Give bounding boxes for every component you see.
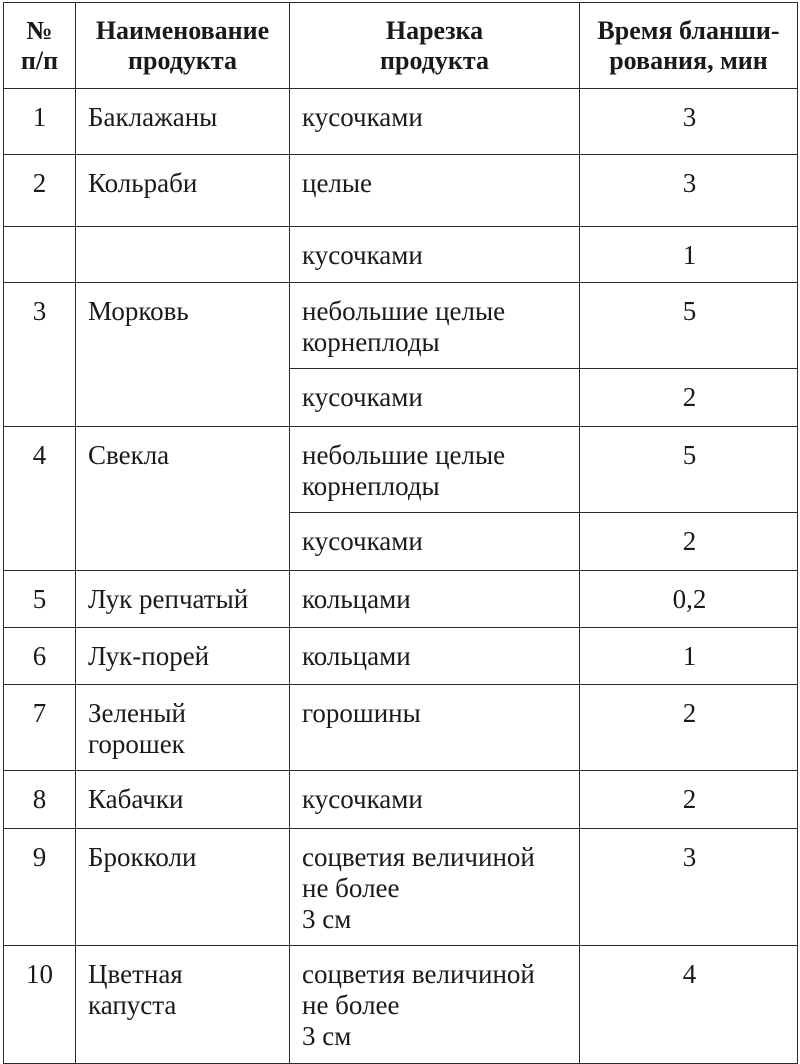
row-time: 4: [580, 946, 798, 1064]
row-cut: [290, 771, 580, 829]
row-cut-line: кусочками: [302, 784, 423, 814]
row-name: [76, 513, 290, 571]
row-num: [4, 369, 76, 427]
table-row: [4, 155, 798, 227]
table-row: [4, 628, 798, 685]
row-time: 3: [580, 89, 798, 155]
row-time: 5: [580, 283, 798, 369]
row-cut-line: небольшие целые: [302, 296, 506, 326]
row-cut-line: 3 см: [302, 904, 352, 934]
row-cut: [290, 227, 580, 283]
row-cut-line: 3 см: [302, 1021, 352, 1051]
table-row: [4, 829, 798, 946]
row-num: 9: [4, 829, 76, 946]
row-name-line: Кабачки: [88, 784, 184, 814]
row-time: 2: [580, 771, 798, 829]
row-time: 5: [580, 427, 798, 513]
row-name: [76, 227, 290, 283]
table-row: [4, 946, 798, 1064]
header-name: [76, 3, 290, 89]
row-cut-line: небольшие целые: [302, 440, 506, 470]
header-cut-line: Нарезка: [385, 15, 484, 45]
row-num: 10: [4, 946, 76, 1064]
row-cut-line: соцветия величиной: [302, 842, 535, 872]
row-cut: [290, 829, 580, 946]
table-row: [4, 513, 798, 571]
row-name: [76, 771, 290, 829]
row-name-line: Морковь: [88, 296, 189, 326]
table-row: [4, 369, 798, 427]
row-num: 1: [4, 89, 76, 155]
row-name-line: Лук-порей: [88, 641, 210, 671]
row-num: 3: [4, 283, 76, 369]
row-name: [76, 155, 290, 227]
row-time: 1: [580, 227, 798, 283]
row-name-line: горошек: [88, 729, 185, 759]
row-name-line: Брокколи: [88, 842, 197, 872]
header-name-line: Наименование: [95, 15, 270, 45]
header-cut-line: продукта: [380, 45, 489, 75]
row-name: [76, 628, 290, 685]
row-cut-line: кольцами: [302, 641, 411, 671]
row-name: [76, 369, 290, 427]
row-name: [76, 283, 290, 369]
table-row: [4, 89, 798, 155]
table-row: [4, 227, 798, 283]
row-cut: [290, 513, 580, 571]
row-cut-line: не более: [302, 990, 400, 1020]
header-num-line: п/п: [20, 45, 59, 75]
row-name-line: Лук репчатый: [88, 584, 249, 614]
row-cut-line: кусочками: [302, 102, 423, 132]
row-name: [76, 946, 290, 1064]
row-time: 2: [580, 369, 798, 427]
row-name-line: Баклажаны: [88, 102, 218, 132]
table-row: [4, 283, 798, 369]
row-name-line: Свекла: [88, 440, 170, 470]
row-cut-line: горошины: [302, 698, 421, 728]
header-num-line: №: [26, 15, 53, 45]
row-cut: [290, 685, 580, 771]
row-num: [4, 227, 76, 283]
table-row: [4, 571, 798, 628]
table-row: [4, 771, 798, 829]
row-cut: [290, 369, 580, 427]
row-num: 6: [4, 628, 76, 685]
blanching-table: [3, 2, 798, 1064]
table-row: [4, 685, 798, 771]
row-cut-line: кусочками: [302, 240, 423, 270]
row-time: 2: [580, 513, 798, 571]
header-time: [580, 3, 798, 89]
row-num: 5: [4, 571, 76, 628]
row-cut: [290, 571, 580, 628]
row-name: [76, 829, 290, 946]
row-cut-line: кусочками: [302, 382, 423, 412]
row-num: 2: [4, 155, 76, 227]
row-name: [76, 89, 290, 155]
header-name-line: продукта: [128, 45, 237, 75]
header-row: [4, 3, 798, 89]
row-cut: [290, 155, 580, 227]
row-cut-line: соцветия величиной: [302, 959, 535, 989]
row-time: 3: [580, 829, 798, 946]
header-num: [4, 3, 76, 89]
row-cut: [290, 946, 580, 1064]
header-time-line: рования, мин: [609, 45, 768, 75]
header-cut: [290, 3, 580, 89]
row-time: 3: [580, 155, 798, 227]
row-name-line: капуста: [88, 990, 177, 1020]
row-cut-line: целые: [302, 168, 373, 198]
row-time: 0,2: [580, 571, 798, 628]
table-row: [4, 427, 798, 513]
row-num: 4: [4, 427, 76, 513]
row-num: 7: [4, 685, 76, 771]
row-name: [76, 427, 290, 513]
row-name-line: Кольраби: [88, 168, 198, 198]
row-cut-line: кусочками: [302, 526, 423, 556]
row-num: [4, 513, 76, 571]
row-cut-line: кольцами: [302, 584, 411, 614]
row-cut-line: корнеплоды: [302, 471, 440, 501]
row-name-line: Зеленый: [88, 698, 187, 728]
row-time: 2: [580, 685, 798, 771]
row-name: [76, 571, 290, 628]
row-time: 1: [580, 628, 798, 685]
row-cut: [290, 283, 580, 369]
row-cut: [290, 628, 580, 685]
header-time-line: Время бланши-: [597, 15, 780, 45]
row-cut-line: корнеплоды: [302, 327, 440, 357]
row-name: [76, 685, 290, 771]
row-cut: [290, 89, 580, 155]
row-cut: [290, 427, 580, 513]
row-name-line: Цветная: [88, 959, 183, 989]
row-cut-line: не более: [302, 873, 400, 903]
row-num: 8: [4, 771, 76, 829]
